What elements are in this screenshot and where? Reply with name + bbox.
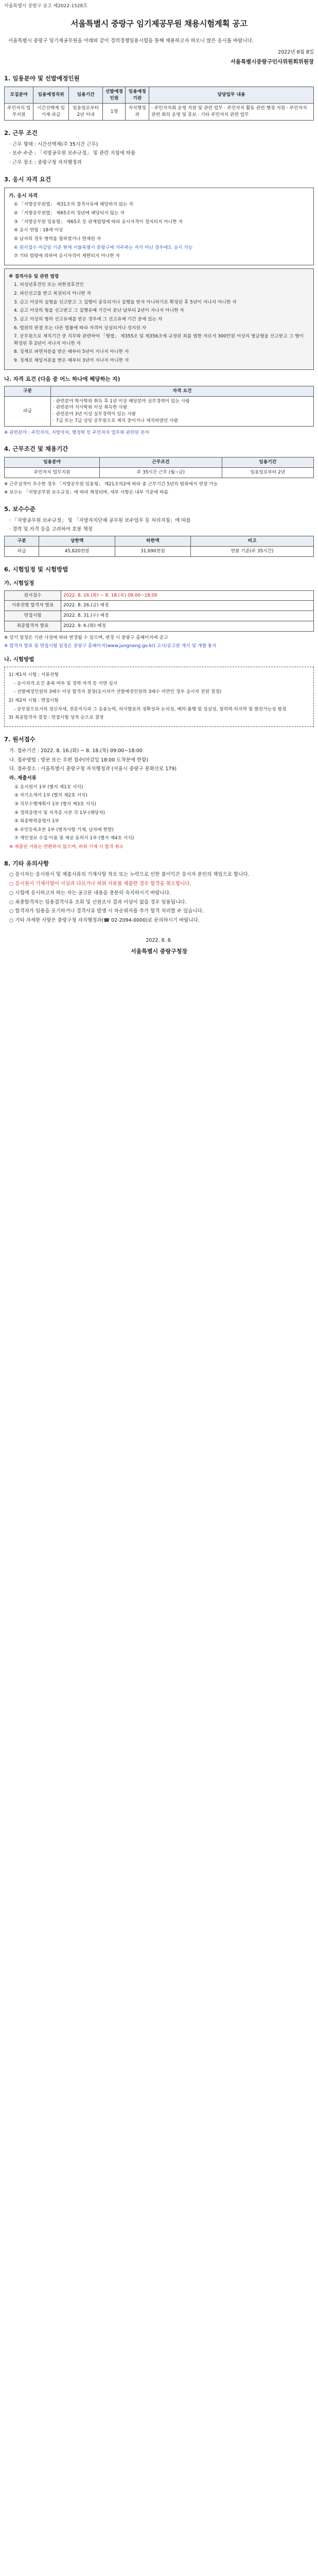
box-heading: 가. 응시 자격 [9, 193, 38, 199]
table-cell: 주 35시간 근무 (월~금) [100, 467, 222, 478]
list-item: ⑦ 기타 법령에 의하여 응시자격이 제한되지 아니한 자 [14, 253, 120, 259]
table-cell: · 관련분야 학사학위 취득 후 1년 이상 해당분야 실무경력이 있는 사람 · 관련분야 석사학위 이상 취득한 사람 · 관련분야 3년 이상 실무경력이 있는 사람 · 7급 또는 7급 상당 공무원으로 재직 중이거나 재직하였던 사람 [51, 396, 314, 426]
list-item: ⑥ 원서접수 마감일 기준 현재 서울특별시 중랑구에 거주하는 자가 아닌 경우에도 응시 가능 [14, 245, 193, 250]
announcing-organization: 서울특별시중랑구인사위원회위원장 [230, 58, 314, 65]
list-item: 1) 제1차 시험 : 서류전형 [9, 672, 59, 678]
section-eligibility [4, 175, 314, 436]
table-cell: 45,820천원 [39, 546, 115, 556]
list-item: ② 자기소개서 1부 (별지 제2호 서식) [14, 793, 87, 799]
table-cell: 2022. 8. 26.(금) 예정 [61, 601, 314, 611]
table-cell: 주민자치 업무지원 [5, 467, 100, 478]
table-row [5, 396, 314, 426]
recruitment-table [4, 87, 314, 121]
list-item: 3) 최종합격자 결정 : 면접시험 성적 순으로 결정 [9, 715, 104, 721]
table-header: 선발예정인원 [103, 87, 126, 104]
note: ※ 관련분야 : 주민자치, 지방자치, 행정학 등 주민자치 업무와 관련된 분야 [4, 430, 149, 435]
section-work-conditions [4, 129, 314, 167]
table-cell: · 주민자치회 운영 지원 및 관련 업무 · 주민자치 활동 관련 행정 지원 · 주민자치 관련 회의 운영 및 홍보 · 기타 주민자치 관련 업무 [149, 104, 314, 121]
list-item: 8. 징계로 파면처분을 받은 때부터 5년이 지나지 아니한 자 [14, 349, 129, 355]
table-header: 구분 [5, 536, 39, 547]
table-row [5, 621, 314, 631]
list-item: 5. 금고 이상의 형의 선고유예를 받은 경우에 그 선고유예 기간 중에 있는 자 [14, 316, 163, 322]
qualification-table [4, 386, 314, 427]
table-cell: 면접시험 [5, 611, 61, 621]
table-row [5, 601, 314, 611]
table-header: 하한액 [115, 536, 190, 547]
list-item: 3. 금고 이상의 실형을 선고받고 그 집행이 종료되거나 집행을 받지 아니하기로 확정된 후 5년이 지나지 아니한 자 [14, 299, 237, 305]
list-item: 9. 징계로 해임처분을 받은 때부터 3년이 지나지 아니한 자 [14, 358, 129, 364]
list-item: 7. 공무원으로 재직기간 중 직무와 관련하여 「형법」 제355조 및 제356조에 규정된 죄를 범한 자로서 300만원 이상의 벌금형을 선고받고 그 형이 확정된 후 2년이 지나지 아니한 자 [14, 334, 304, 346]
list-item: 2. 파산선고를 받고 복권되지 아니한 자 [14, 291, 91, 297]
list-item: ○ 응시자는 응시원서 및 제출서류의 기재사항 착오 또는 누락으로 인한 불이익은 응시자 본인의 책임으로 합니다. [9, 872, 250, 878]
list-item: ○ 응시원서 기재사항이 사실과 다르거나 허위 서류를 제출한 경우 합격을 취소합니다. [9, 881, 191, 887]
table-header: 임용분야 [5, 457, 100, 468]
list-item: 나. 접수방법 : 방문 또는 우편 접수(마감일 18:00 도착분에 한함) [9, 757, 149, 763]
salary-table [4, 536, 314, 557]
section-notes [4, 859, 314, 925]
table-cell: 2022. 8. 31.(수) 예정 [61, 611, 314, 621]
list-item: ② 「지방공무원법」 제65조의 정년에 해당되지 않는 자 [14, 211, 125, 216]
table-header: 자격 요건 [51, 386, 314, 396]
list-item: ⑤ 최종학력증명서 1부 [14, 819, 60, 824]
list-item: ③ 직무수행계획서 1부 (별지 제3호 서식) [14, 801, 96, 807]
table-header: 임용예정 기관 [126, 87, 149, 104]
list-item: · 「지방공무원 보수규정」 및 「지방자치단체 공무원 보수업무 등 처리지침」에 따름 [9, 517, 191, 523]
list-item: ④ 응시 연령 : 18세 이상 [14, 228, 63, 233]
list-item: ③ 「지방공무원 임용령」 제65조 등 관계법령에 따라 응시자격이 정지되지 아니한 자 [14, 219, 183, 225]
section-title: 6. 시험일정 및 시험방법 [4, 565, 68, 573]
table-cell: 연봉 기준(주 35시간) [191, 546, 314, 556]
lead-paragraph: 서울특별시 중랑구 임기제공무원을 아래와 같이 경력경쟁임용시험을 통해 채용하고자 하오니 많은 응시를 바랍니다. [8, 38, 254, 44]
method-box [4, 667, 314, 727]
list-item: ○ 최종합격자는 임용결격사유 조회 및 신원조사 결과 이상이 없을 경우 임용됩니다. [9, 899, 187, 905]
section-title: 1. 임용분야 및 선발예정인원 [4, 75, 80, 82]
section-recruitment [4, 74, 314, 121]
box-heading: ※ 결격사유 및 관련 법령 [9, 274, 59, 279]
list-item: ① 응시원서 1부 (별지 제1호 서식) [14, 784, 83, 790]
list-item: ⑤ 남자의 경우 병역을 필하였거나 면제된 자 [14, 236, 101, 242]
list-item: · 근무 장소 : 중랑구청 자치행정과 [9, 160, 82, 166]
list-item: · 보수 수준 : 「지방공무원 보수규정」 및 관련 지침에 따름 [9, 150, 136, 157]
table-header: 상한액 [39, 536, 115, 547]
section-title: 3. 응시 자격 요건 [4, 175, 51, 183]
section-salary [4, 505, 314, 557]
table-cell: 최종합격자 발표 [5, 621, 61, 631]
list-item: - 응시자격 요건 충족 여부 및 경력·자격 등 서면 심사 [14, 681, 118, 686]
table-cell: 원서접수 [5, 590, 61, 601]
closing-organization: 서울특별시 중랑구청장 [130, 947, 188, 955]
table-header: 비고 [191, 536, 314, 547]
table-cell: 자치행정과 [126, 104, 149, 121]
page-title: 서울특별시 중랑구 임기제공무원 채용시험계획 공고 [70, 19, 248, 28]
list-item: 라. 제출서류 [9, 775, 37, 781]
list-item: ⑦ 개인정보 수집·이용 및 제공 동의서 1부 (별지 제4호 서식) [14, 836, 134, 841]
list-item: ○ 합격자가 임용을 포기하거나 결격사유 발생 시 차순위자를 추가 합격 처리할 수 있습니다. [9, 908, 204, 914]
note: ※ 제출된 서류는 반환하지 않으며, 허위 기재 시 합격 취소 [9, 844, 124, 850]
eligibility-box [4, 188, 314, 265]
table-cell: 2022. 9. 6.(화) 예정 [61, 621, 314, 631]
table-cell: 2022. 8. 16.(화) ~ 8. 18.(목) 09:00~18:00 [61, 590, 314, 601]
list-item: 4. 금고 이상의 형을 선고받고 그 집행유예 기간이 끝난 날부터 2년이 지나지 아니한 자 [14, 308, 184, 314]
list-item: - 선발예정인원의 3배수 이상 합격자 결정(응시자가 선발예정인원의 3배수 미만인 경우 응시자 전원 결정) [14, 689, 222, 695]
list-item: ○ 시험에 응시하고자 하는 자는 공고문 내용을 충분히 숙지하시기 바랍니다. [9, 890, 171, 896]
table-cell: 임용일로부터 2년 이내 [68, 104, 103, 121]
sub-heading: 가. 시험일정 [4, 580, 34, 587]
table-cell: 라급 [5, 546, 39, 556]
sub-heading: 나. 시험방법 [4, 656, 34, 663]
table-row [5, 104, 314, 121]
table-cell: 임용일로부터 2년 [222, 467, 313, 478]
sub-heading: 나. 자격 요건 (다음 중 어느 하나에 해당하는 자) [4, 376, 120, 382]
work-period-table [4, 457, 314, 478]
note: ※ 상기 일정은 기관 사정에 따라 변경될 수 있으며, 변경 시 중랑구 홈페이지에 공고 [4, 635, 168, 640]
closing-date: 2022. 8. 8. [146, 937, 172, 943]
table-cell: 라급 [5, 396, 51, 426]
section-work-period [4, 445, 314, 497]
note: ※ 합격자 발표 및 면접시험 일정은 중랑구 홈페이지(www.jungnang.go.kr) 고시/공고란 게시 및 개별 통지 [4, 643, 217, 649]
table-header: 구분 [5, 386, 51, 396]
list-item: ⑥ 주민등록초본 1부 (병적사항 기재, 남자에 한함) [14, 827, 114, 833]
list-item: · 경력 및 자격 등을 고려하여 호봉 책정 [9, 527, 93, 533]
table-row [5, 590, 314, 601]
note: ※ 근무실적이 우수한 경우 「지방공무원 임용령」 제21조의2에 따라 총 근무기간 5년의 범위에서 연장 가능 [4, 481, 218, 487]
disqualification-box [4, 268, 314, 370]
section-title: 7. 원서접수 [4, 735, 36, 743]
list-item: 가. 접수기간 : 2022. 8. 16.(화) ~ 8. 18.(목) 09:00~18:00 [9, 748, 143, 754]
table-cell: 31,690천원 [115, 546, 190, 556]
table-cell: 시간선택제 임기제 라급 [33, 104, 69, 121]
header-note: 서울특별시 중랑구 공고 제2022-1528호 [4, 4, 87, 9]
section-application [4, 735, 314, 851]
section-schedule [4, 565, 314, 727]
closing-block [4, 937, 314, 956]
list-item: 6. 법원의 판결 또는 다른 법률에 따라 자격이 상실되거나 정지된 자 [14, 325, 147, 331]
table-row [5, 467, 314, 478]
note: ※ 보수는 「지방공무원 보수규정」에 따라 책정되며, 세부 사항은 내부 기준에 따름 [4, 490, 169, 496]
list-item: 1. 피성년후견인 또는 피한정후견인 [14, 282, 84, 288]
list-item: ① 「지방공무원법」 제31조의 결격사유에 해당하지 않는 자 [14, 202, 133, 208]
table-header: 임용기간 [222, 457, 313, 468]
section-title: 2. 근무 조건 [4, 129, 38, 137]
list-item: · 근무 형태 : 시간선택제(주 35시간 근무) [9, 141, 98, 147]
announcement-date: 2022년 8월 8일 [278, 49, 314, 56]
section-title: 8. 기타 유의사항 [4, 859, 49, 867]
table-row [5, 611, 314, 621]
table-header: 임용기간 [68, 87, 103, 104]
table-header: 임용예정직위 [33, 87, 69, 104]
list-item: 다. 접수장소 : 서울특별시 중랑구청 자치행정과 (서울시 중랑구 봉화산로 179) [9, 766, 177, 772]
table-header: 근무조건 [100, 457, 222, 468]
section-title: 4. 근무조건 및 채용기간 [4, 445, 68, 453]
table-header: 모집분야 [5, 87, 33, 104]
table-cell: 1명 [103, 104, 126, 121]
section-title: 5. 보수수준 [4, 505, 36, 513]
list-item: ④ 경력증명서 및 자격증 사본 각 1부 (해당자) [14, 810, 105, 816]
table-row [5, 546, 314, 556]
list-item: ○ 기타 자세한 사항은 중랑구청 자치행정과(☎ 02-2094-0000)로 문의하시기 바랍니다. [9, 918, 200, 924]
list-item: 2) 제2차 시험 : 면접시험 [9, 698, 59, 704]
list-item: - 공무원으로서의 정신자세, 전문지식과 그 응용능력, 의사발표의 정확성과 논리성, 예의·품행 및 성실성, 창의력·의지력 및 발전가능성 평정 [14, 706, 287, 712]
table-header: 담당업무 내용 [149, 87, 314, 104]
schedule-table [4, 590, 314, 632]
table-cell: 서류전형 합격자 발표 [5, 601, 61, 611]
table-cell: 주민자치 업무지원 [5, 104, 33, 121]
